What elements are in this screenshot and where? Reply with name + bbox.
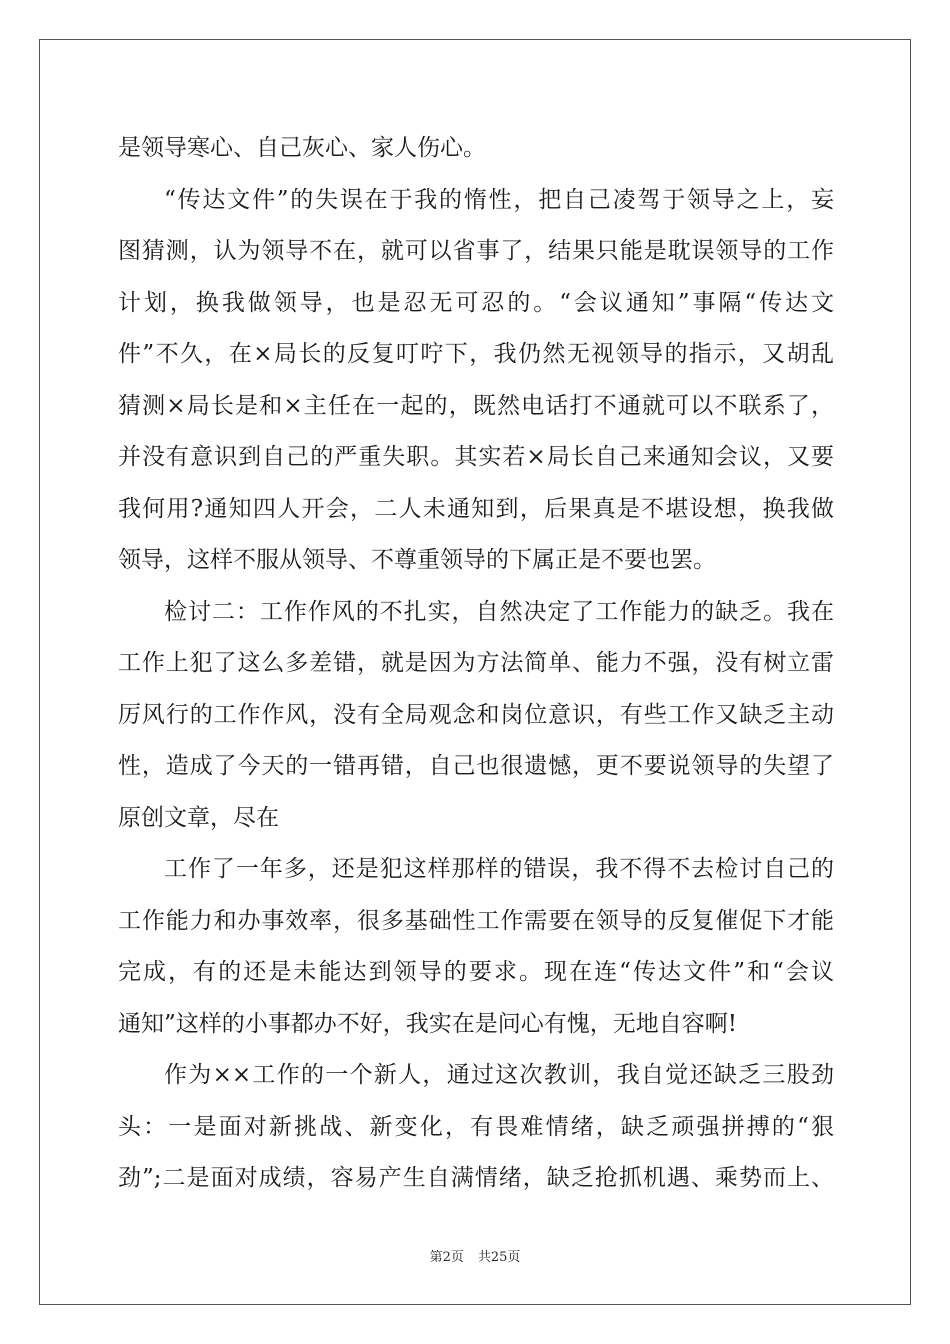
text-line: 检讨二：工作作风的不扎实，自然决定了工作能力的缺乏。我在 bbox=[164, 598, 834, 625]
text-line: 是领导寒心、自己灰心、家人伤心。 bbox=[118, 135, 486, 161]
text-line: 我何用?通知四人开会，二人未通知到，后果真是不堪设想，换我做 bbox=[118, 495, 834, 522]
page-number: 第2页 bbox=[429, 1250, 464, 1265]
text-line: 劲”;二是面对成绩，容易产生自满情绪，缺乏抢抓机遇、乘势而上、 bbox=[118, 1165, 834, 1191]
page-total: 共25页 bbox=[477, 1250, 521, 1265]
text-line: 图猜测，认为领导不在，就可以省事了，结果只能是耽误领导的工作 bbox=[118, 238, 834, 264]
text-line: 猜测×局长是和×主任在一起的，既然电话打不通就可以不联系了， bbox=[118, 392, 834, 419]
text-line: 通知”这样的小事都办不好，我实在是问心有愧，无地自容啊! bbox=[118, 1010, 738, 1037]
text-line: 原创文章，尽在 bbox=[118, 804, 279, 831]
text-line: 完成，有的还是未能达到领导的要求。现在连“传达文件”和“会议 bbox=[118, 959, 834, 985]
text-line: 件”不久，在×局长的反复叮咛下，我仍然无视领导的指示，又胡乱 bbox=[118, 341, 834, 367]
page-footer bbox=[0, 1246, 950, 1265]
text-line: 领导，这样不服从领导、不尊重领导的下属正是不要也罢。 bbox=[118, 547, 716, 573]
document-body bbox=[118, 128, 834, 1210]
text-line: 工作能力和办事效率，很多基础性工作需要在领导的反复催促下才能 bbox=[118, 907, 834, 934]
text-line: 工作上犯了这么多差错，就是因为方法简单、能力不强，没有树立雷 bbox=[118, 650, 834, 676]
text-line: 性，造成了今天的一错再错，自己也很遗憾，更不要说领导的失望了 bbox=[118, 753, 834, 779]
text-line: 头：一是面对新挑战、新变化，有畏难情绪，缺乏顽强拼搏的“狠 bbox=[118, 1113, 834, 1140]
text-line: 厉风行的工作作风，没有全局观念和岗位意识，有些工作又缺乏主动 bbox=[118, 701, 834, 728]
text-line: “传达文件”的失误在于我的惰性，把自己凌驾于领导之上，妄 bbox=[164, 186, 834, 213]
text-line: 工作了一年多，还是犯这样那样的错误，我不得不去检讨自己的 bbox=[164, 856, 834, 882]
text-line: 并没有意识到自己的严重失职。其实若×局长自己来通知会议，又要 bbox=[118, 444, 834, 470]
text-line: 计划，换我做领导，也是忍无可忍的。“会议通知”事隔“传达文 bbox=[118, 289, 834, 316]
text-line: 作为××工作的一个新人，通过这次教训，我自觉还缺乏三股劲 bbox=[164, 1062, 834, 1088]
